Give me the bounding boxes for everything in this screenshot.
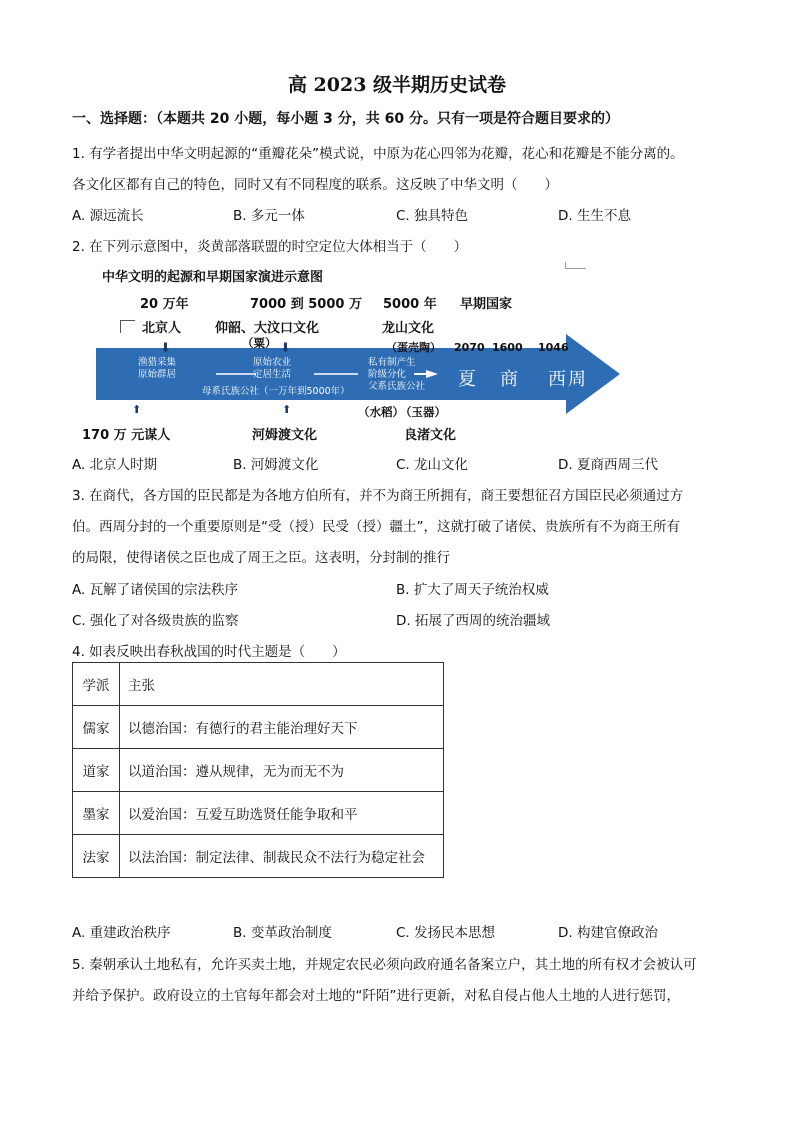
stage2-line1: 原始农业 [253,357,292,368]
table-cell: 以爱治国：互爱互助选贤任能争取和平 [120,792,444,835]
table-cell: 以法治国：制定法律、制裁民众不法行为稳定社会 [120,835,444,878]
civilization-diagram [82,262,630,447]
table-row [73,835,444,878]
table-cell: 学派 [73,663,120,706]
q1-option-c: C. 独具特色 [396,208,469,224]
q5-line-2: 并给予保护。政府设立的土官每年都会对土地的“阡陌”进行更新，对私自侵占他人土地的人进行惩罚， [72,988,680,1004]
stage1-line2: 原始群居 [138,369,177,380]
table-row [73,706,444,749]
section-heading: 一、选择题：（本题共 20 小题，每小题 3 分，共 60 分。只有一项是符合题目要求的） [72,111,619,127]
stage3-line3: 父系氏族公社 [368,381,426,392]
year-1046: 1046 [538,341,569,354]
q4-option-c: C. 发扬民本思想 [396,925,496,941]
q1-line-2: 各文化区都有自己的特色，同时又有不同程度的联系。这反映了中华文明（ ） [72,177,558,193]
q4-option-d: D. 构建官僚政治 [558,925,658,941]
q2-option-d: D. 夏商西周三代 [558,457,658,473]
rice-label: （水稻） [358,405,404,419]
table-cell: 主张 [120,663,444,706]
pottery-label: （蛋壳陶） [386,341,441,354]
year-1600: 1600 [492,341,523,354]
stage3-line1: 私有制产生 [368,357,416,368]
table-cell: 法家 [73,835,120,878]
q2-option-b: B. 河姆渡文化 [233,457,319,473]
table-cell: 以德治国：有德行的君主能治理好天下 [120,706,444,749]
q4-option-a: A. 重建政治秩序 [72,925,171,941]
schools-table [72,662,444,878]
time-5000: 5000 年 [383,297,437,312]
q1-option-b: B. 多元一体 [233,208,305,224]
q2-option-c: C. 龙山文化 [396,457,469,473]
year-2070: 2070 [454,341,485,354]
q3-line-1: 3. 在商代，各方国的臣民都是为各地方伯所有，并不为商王所拥有，商王要想征召方国臣民必须通过方 [72,488,684,504]
q1-option-a: A. 源远流长 [72,208,144,224]
table-cell: 墨家 [73,792,120,835]
site-hemudu: 河姆渡文化 [252,428,318,443]
q3-line-3: 的局限，使得诸侯之臣也成了周王之臣。这表明，分封制的推行 [72,550,450,566]
stage2-line2: 定居生活 [253,369,292,380]
site-yuanmou: 170 万 元谋人 [82,428,171,443]
page-title: 高 2023 级半期历史试卷 [287,74,507,96]
stage3-line2: 阶级分化 [368,369,407,380]
dynasty-shang: 商 [500,369,520,390]
early-states-label: 早期国家 [460,297,513,312]
site-yangshao-dawenkou: 仰韶、大汶口文化 [215,321,320,336]
site-longshan: 龙山文化 [382,321,435,336]
table-cell: 道家 [73,749,120,792]
q3-line-2: 伯。西周分封的一个重要原则是“受（授）民受（授）疆土”，这就打破了诸侯、贵族所有不为商王所有 [72,519,680,535]
arrow-down-peking: ⬇ [160,341,171,356]
site-liangzhu: 良渚文化 [404,428,457,443]
matriarchal-label: 母系氏族公社（一万年到5000年） [202,386,350,397]
time-7000-5000: 7000 到 5000 万 [250,297,362,312]
stage1-line1: 渔猎采集 [138,357,177,368]
q5-line-1: 5. 秦朝承认土地私有，允许买卖土地，并规定农民必须向政府通名备案立户，其土地的所有权才会被认可 [72,957,697,973]
table-row [73,663,444,706]
corner-mark [565,262,586,269]
site-peking-man: 北京人 [142,321,182,336]
arrow-down-yangshao: ⬇ [280,341,291,356]
dynasty-western-zhou: 西周 [548,369,588,390]
q3-option-a: A. 瓦解了诸侯国的宗法秩序 [72,582,239,598]
jade-label: （玉器） [400,405,446,419]
q1-option-d: D. 生生不息 [558,208,631,224]
q3-option-d: D. 拓展了西周的统治疆域 [396,613,550,629]
q4-stem: 4. 如表反映出春秋战国的时代主题是（ ） [72,644,346,660]
diagram-title: 中华文明的起源和早期国家演进示意图 [102,270,324,285]
bracket-line [120,320,135,333]
time-200k: 20 万年 [140,297,189,312]
q3-option-b: B. 扩大了周天子统治权威 [396,582,549,598]
table-row [73,792,444,835]
q1-line-1: 1. 有学者提出中华文明起源的“重瓣花朵”模式说，中原为花心四邻为花瓣，花心和花瓣是不能分离的。 [72,146,684,162]
table-cell: 以道治国：遵从规律，无为而无不为 [120,749,444,792]
q4-option-b: B. 变革政治制度 [233,925,332,941]
arrow-up-hemudu: ⬆ [282,403,292,416]
arrow-up-yuanmou: ⬆ [132,403,142,416]
q2-stem: 2. 在下列示意图中，炎黄部落联盟的时空定位大体相当于（ ） [72,239,468,255]
dynasty-xia: 夏 [458,369,478,390]
q3-option-c: C. 强化了对各级贵族的监察 [72,613,239,629]
millet-label: （粟） [242,336,277,350]
q2-option-a: A. 北京人时期 [72,457,158,473]
table-cell: 儒家 [73,706,120,749]
table-row [73,749,444,792]
